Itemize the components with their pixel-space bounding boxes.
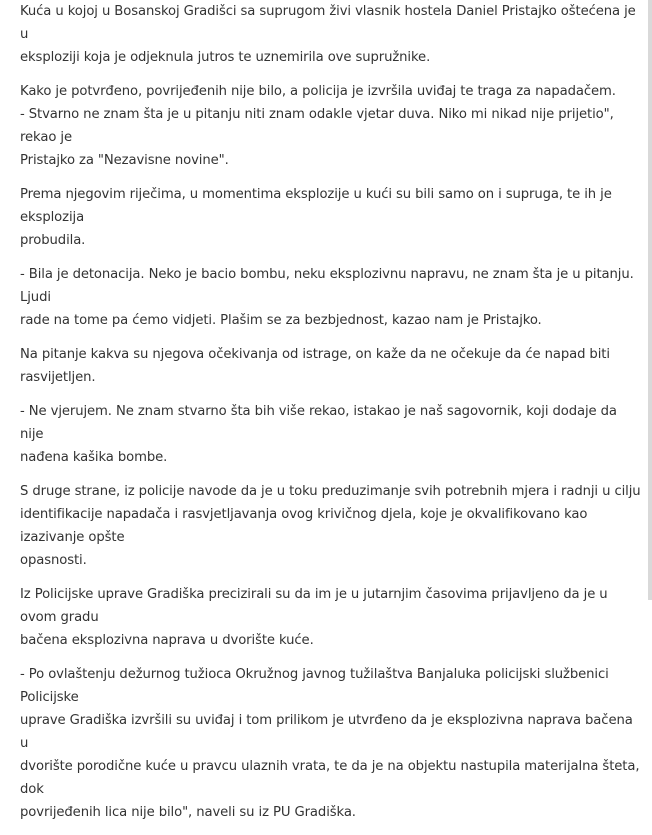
paragraph-8: [20, 583, 642, 652]
paragraph-9: [20, 663, 642, 824]
line: - Po ovlaštenju dežurnog tužioca Okružnog javnog tužilaštva Banjaluka policijski službenici Policijske: [20, 667, 609, 705]
paragraph-1: [20, 0, 642, 69]
line: dvorište porodične kuće u pravcu ulaznih vrata, te da je na objektu nastupila materijalna šteta, dok: [20, 759, 640, 797]
paragraph-4: [20, 263, 642, 332]
line: - Bila je detonacija. Neko je bacio bombu, neku eksplozivnu napravu, ne znam šta je u pitanju. Ljudi: [20, 267, 634, 305]
line: - Stvarno ne znam šta je u pitanju niti znam odakle vjetar duva. Niko mi nikad nije prijetio", rekao je: [20, 107, 614, 145]
line: - Ne vjerujem. Ne znam stvarno šta bih više rekao, istakao je naš sagovornik, koji dodaje da nije: [20, 404, 617, 442]
paragraph-6: [20, 400, 642, 469]
line: Kuća u kojoj u Bosanskoj Gradišci sa suprugom živi vlasnik hostela Daniel Pristajko oštećena je u: [20, 4, 636, 42]
line: Pristajko za "Nezavisne novine".: [20, 153, 229, 168]
paragraph-2: [20, 80, 642, 172]
paragraph-3: [20, 183, 642, 252]
line: bačena eksplozivna naprava u dvorište kuće.: [20, 633, 314, 648]
line: identifikacije napadača i rasvjetljavanja ovog krivičnog djela, koje je okvalifikovano kao izazivanje opšte: [20, 507, 588, 545]
paragraph-5: [20, 343, 642, 389]
article-body: [20, 0, 642, 835]
line: probudila.: [20, 233, 86, 248]
line: uprave Gradiška izvršili su uviđaj i tom prilikom je utvrđeno da je eksplozivna naprava bačena u: [20, 713, 633, 751]
line: eksploziji koja je odjeknula jutros te uznemirila ove supružnike.: [20, 50, 431, 65]
line: povrijeđenih lica nije bilo", naveli su iz PU Gradiška.: [20, 805, 356, 820]
line: Na pitanje kakva su njegova očekivanja od istrage, on kaže da ne očekuje da će napad biti rasvijetljen.: [20, 347, 610, 385]
line: S druge strane, iz policije navode da je u toku preduzimanje svih potrebnih mjera i radnji u cilju: [20, 484, 641, 499]
scrollbar-thumb[interactable]: [648, 0, 652, 600]
line: Kako je potvrđeno, povrijeđenih nije bilo, a policija je izvršila uviđaj te traga za napadačem.: [20, 84, 616, 99]
paragraph-7: [20, 480, 642, 572]
line: Iz Policijske uprave Gradiška precizirali su da im je u jutarnjim časovima prijavljeno da je u ovom gradu: [20, 587, 608, 625]
scrollbar-track[interactable]: [648, 0, 652, 600]
line: nađena kašika bombe.: [20, 450, 168, 465]
line: opasnosti.: [20, 553, 87, 568]
line: Prema njegovim riječima, u momentima eksplozije u kući su bili samo on i supruga, te ih je eksplozija: [20, 187, 612, 225]
line: rade na tome pa ćemo vidjeti. Plašim se za bezbjednost, kazao nam je Pristajko.: [20, 313, 542, 328]
